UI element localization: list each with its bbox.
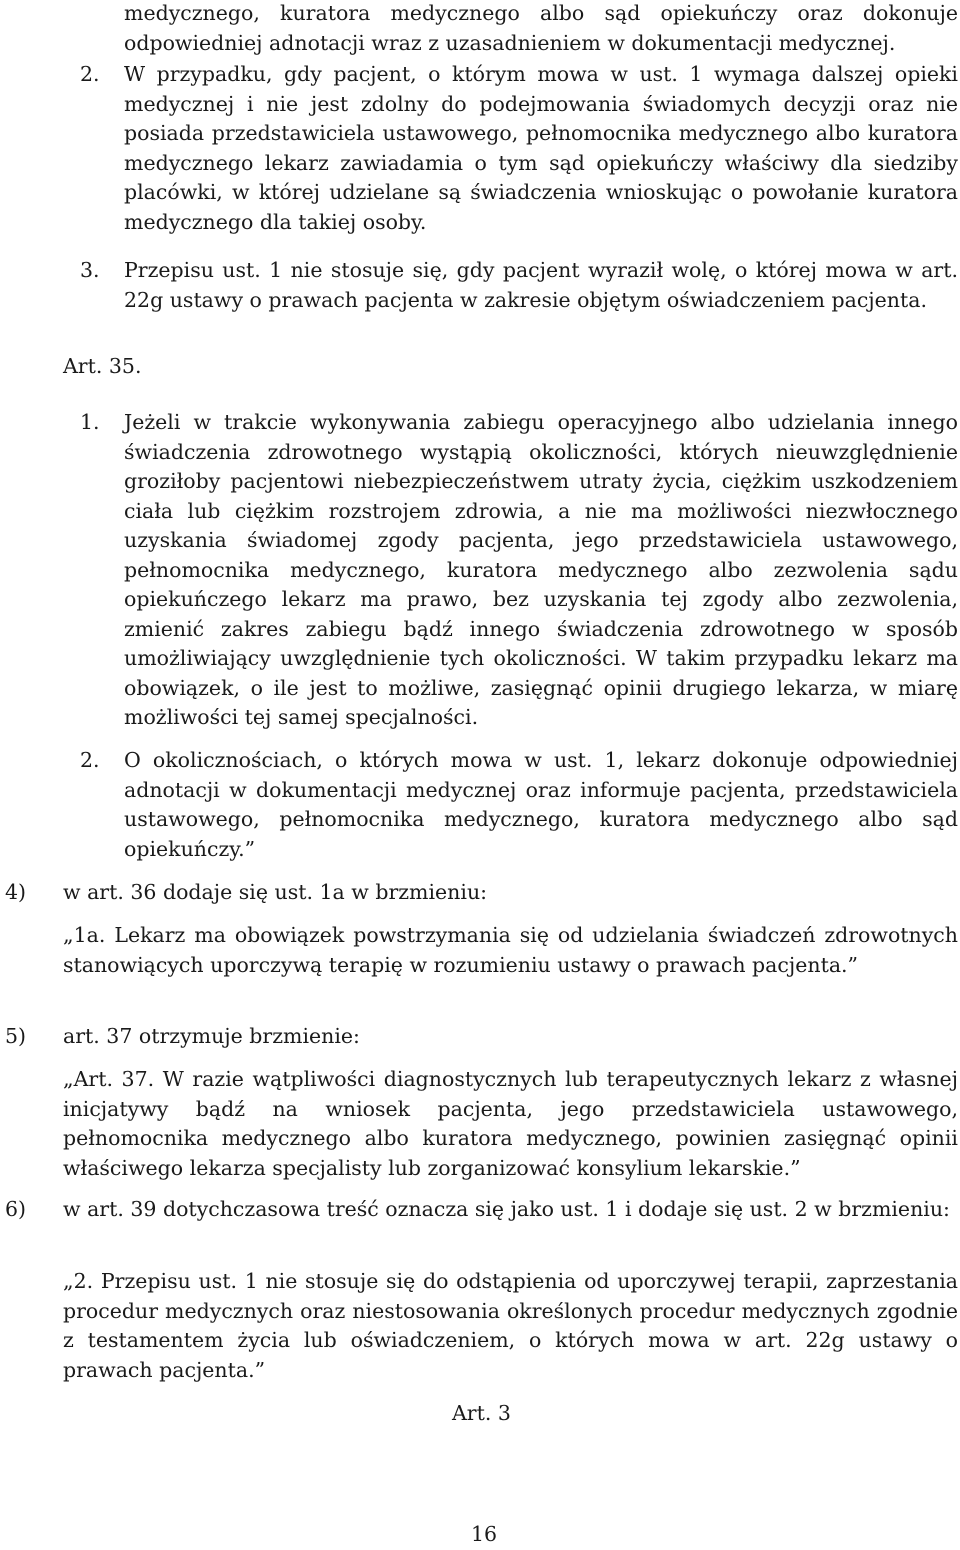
page-number: 16 xyxy=(471,1522,498,1546)
quoted-text-item-5: „Art. 37. W razie wątpliwości diagnostycznych lub terapeutycznych lekarz z własnej inicjatywy bądź na wniosek pacjenta, jego przedstawiciela ustawowego, pełnomocnika medycznego albo kuratora medycznego, powinien zasięgnąć opinii właściwego lekarza specjalisty lub zorganizować konsylium lekarskie.” xyxy=(63,1067,958,1180)
item-6-intro: w art. 39 dotychczasowa treść oznacza się jako ust. 1 i dodaje się ust. 2 w brzmieniu: xyxy=(63,1197,950,1221)
item-number-2: 2. xyxy=(80,62,100,86)
item-number-3: 3. xyxy=(80,258,100,282)
item-4-intro: w art. 36 dodaje się ust. 1a w brzmieniu: xyxy=(63,880,488,904)
paragraph-continuation: medycznego, kuratora medycznego albo sąd opiekuńczy oraz dokonuje odpowiedniej adnotacji wraz z uzasadnieniem w dokumentacji medycznej. xyxy=(124,1,958,55)
item-number-5: 5) xyxy=(5,1024,27,1048)
quoted-text-item-4: „1a. Lekarz ma obowiązek powstrzymania się od udzielania świadczeń zdrowotnych stanowiących uporczywą terapię w rozumieniu ustawy o prawach pacjenta.” xyxy=(63,923,958,977)
art35-number-1: 1. xyxy=(80,410,100,434)
paragraph-item-2: W przypadku, gdy pacjent, o którym mowa w ust. 1 wymaga dalszej opieki medycznej i nie jest zdolny do podejmowania świadomych decyzji oraz nie posiada przedstawiciela ustawowego, pełnomocnika medycznego albo kuratora medycznego lekarz zawiadamia o tym sąd opiekuńczy właściwy dla siedziby placówki, w której udzielane są świadczenia wnioskując o powołanie kuratora medycznego dla takiej osoby. xyxy=(124,62,958,234)
paragraph-art35-1: Jeżeli w trakcie wykonywania zabiegu operacyjnego albo udzielania innego świadczenia zdrowotnego wystąpią okoliczności, których nieuwzględnienie groziłoby pacjentowi niebezpieczeństwem utraty życia, ciężkim uszkodzeniem ciała lub ciężkim rozstrojem zdrowia, a nie ma możliwości niezwłocznego uzyskania świadomej zgody pacjenta, jego przedstawiciela ustawowego, pełnomocnika medycznego, kuratora medycznego albo zezwolenia sądu opiekuńczego lekarz ma prawo, bez uzyskania tej zgody albo zezwolenia, zmienić zakres zabiegu bądź innego świadczenia zdrowotnego w sposób umożliwiający uwzględnienie tych okoliczności. W takim przypadku lekarz ma obowiązek, o ile jest to możliwe, zasięgnąć opinii drugiego lekarza, w miarę możliwości tej samej specjalności. xyxy=(124,410,958,729)
article-heading-35: Art. 35. xyxy=(63,354,142,378)
article-heading-3: Art. 3 xyxy=(452,1401,511,1425)
item-5-intro: art. 37 otrzymuje brzmienie: xyxy=(63,1024,360,1048)
item-number-4: 4) xyxy=(5,880,27,904)
paragraph-item-3: Przepisu ust. 1 nie stosuje się, gdy pacjent wyraził wolę, o której mowa w art. 22g ustawy o prawach pacjenta w zakresie objętym oświadczeniem pacjenta. xyxy=(124,258,958,312)
art35-number-2: 2. xyxy=(80,748,100,772)
paragraph-art35-2: O okolicznościach, o których mowa w ust. 1, lekarz dokonuje odpowiedniej adnotacji w dokumentacji medycznej oraz informuje pacjenta, przedstawiciela ustawowego, pełnomocnika medycznego, kuratora medycznego albo sąd opiekuńczy.” xyxy=(124,748,958,861)
quoted-text-item-6: „2. Przepisu ust. 1 nie stosuje się do odstąpienia od uporczywej terapii, zaprzestania procedur medycznych oraz niestosowania określonych procedur medycznych zgodnie z testamentem życia lub oświadczeniem, o których mowa w art. 22g ustawy o prawach pacjenta.” xyxy=(63,1269,958,1382)
item-number-6: 6) xyxy=(5,1197,27,1221)
